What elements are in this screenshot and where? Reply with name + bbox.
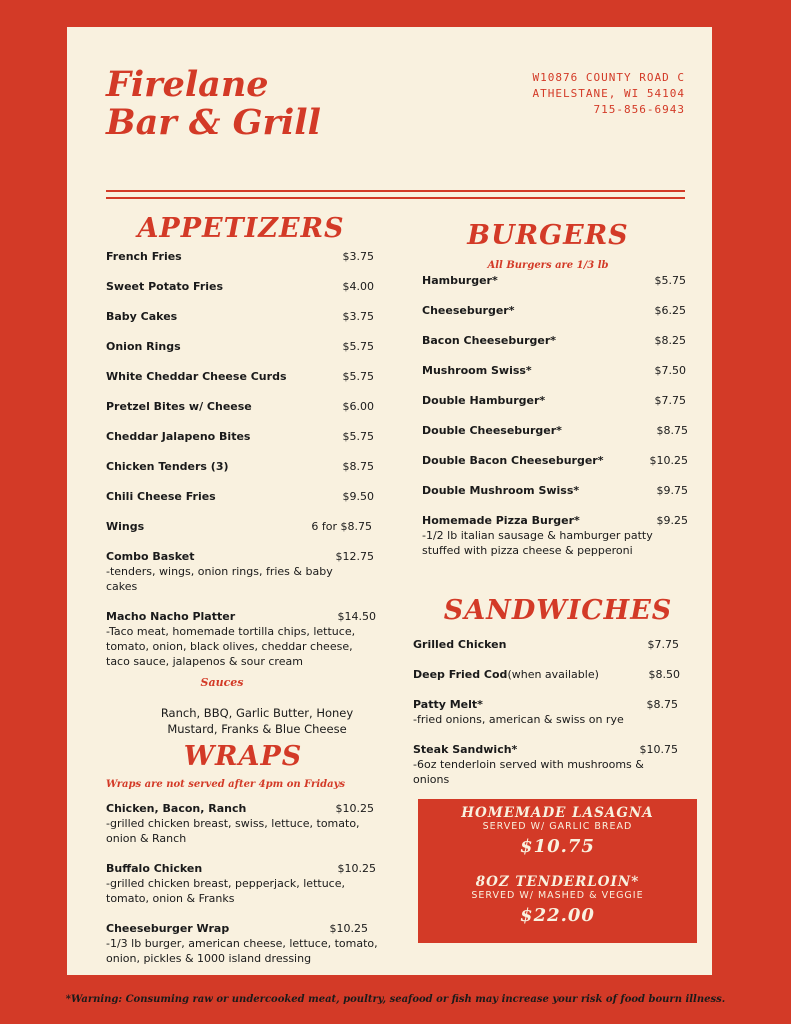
- menu-item-grilled-chicken: [413, 637, 679, 652]
- item-price: $14.50: [337, 610, 376, 623]
- menu-item-macho-nacho: [106, 609, 376, 669]
- item-name: Homemade Pizza Burger*: [422, 514, 580, 527]
- item-price: $10.25: [335, 802, 374, 815]
- item-price: $3.75: [342, 250, 374, 263]
- item-price: $10.25: [649, 454, 688, 467]
- sauces-list: [106, 705, 408, 737]
- item-name: Wings: [106, 520, 145, 533]
- item-name: Cheeseburger Wrap: [106, 922, 230, 935]
- item-name: Cheddar Jalapeno Bites: [106, 430, 251, 443]
- item-price: $8.75: [342, 460, 374, 473]
- item-price: $5.75: [342, 430, 374, 443]
- phone-number: 715-856-6943: [593, 103, 685, 116]
- item-name: Chicken Tenders (3): [106, 460, 229, 473]
- item-name: French Fries: [106, 250, 182, 263]
- wraps-heading: WRAPS: [183, 741, 303, 772]
- item-description: -fried onions, american & swiss on rye: [413, 713, 624, 726]
- menu-item-double-bacon-cheeseburger: [422, 453, 688, 468]
- item-name: Double Bacon Cheeseburger*: [422, 454, 604, 467]
- item-name: Chili Cheese Fries: [106, 490, 216, 503]
- item-price: $8.75: [656, 424, 688, 437]
- menu-item-chicken-bacon-ranch: [106, 801, 374, 846]
- burgers-note: All Burgers are 1/3 lb: [487, 260, 609, 271]
- menu-item-double-cheeseburger: [422, 423, 688, 438]
- item-price: $9.50: [342, 490, 374, 503]
- restaurant-name: [106, 66, 321, 142]
- address-line1: W10876 COUNTY ROAD C: [532, 71, 685, 84]
- item-availability-note: (when available): [507, 668, 599, 681]
- burgers-heading: BURGERS: [467, 220, 629, 251]
- item-price: $9.25: [656, 514, 688, 527]
- menu-item-deep-fried-cod: [413, 667, 680, 682]
- item-name: Double Cheeseburger*: [422, 424, 562, 437]
- menu-item-buffalo-chicken: [106, 861, 376, 906]
- item-description: -1/3 lb burger, american cheese, lettuce, tomato, onion, pickles & 1000 island dressing: [106, 937, 378, 965]
- divider-rule-bottom: [106, 197, 685, 199]
- item-price: $3.75: [342, 310, 374, 323]
- item-name: Baby Cakes: [106, 310, 178, 323]
- item-price: $12.75: [335, 550, 374, 563]
- item-price: $5.75: [654, 274, 686, 287]
- special-price: $22.00: [520, 905, 595, 926]
- item-name: Sweet Potato Fries: [106, 280, 224, 293]
- divider-rule-top: [106, 190, 685, 192]
- item-name: Combo Basket: [106, 550, 195, 563]
- item-name: Chicken, Bacon, Ranch: [106, 802, 247, 815]
- menu-item-mushroom-swiss: [422, 363, 686, 378]
- sauces-line1: Ranch, BBQ, Garlic Butter, Honey: [160, 706, 354, 720]
- item-price: $7.75: [647, 638, 679, 651]
- special-subtitle: SERVED W/ GARLIC BREAD: [482, 821, 633, 832]
- specials-box: [418, 799, 697, 943]
- wraps-note: Wraps are not served after 4pm on Fridays: [106, 779, 346, 790]
- item-price: $6.25: [654, 304, 686, 317]
- item-name: Double Mushroom Swiss*: [422, 484, 580, 497]
- item-description: -Taco meat, homemade tortilla chips, lettuce, tomato, onion, black olives, cheddar cheese, taco sauce, jalapenos & sour cream: [106, 625, 356, 668]
- menu-item-cheeseburger-wrap: [106, 921, 378, 966]
- menu-item-steak-sandwich: [413, 742, 678, 787]
- item-name: Bacon Cheeseburger*: [422, 334, 557, 347]
- item-name: Onion Rings: [106, 340, 181, 353]
- item-price: $6.00: [342, 400, 374, 413]
- item-name: Mushroom Swiss*: [422, 364, 532, 377]
- sauces-heading: Sauces: [200, 676, 244, 689]
- special-price: $10.75: [520, 836, 595, 857]
- item-price: $5.75: [342, 370, 374, 383]
- item-description: -grilled chicken breast, swiss, lettuce, tomato, onion & Ranch: [106, 817, 360, 845]
- menu-item-bacon-cheeseburger: [422, 333, 686, 348]
- special-lasagna: [418, 799, 697, 857]
- item-price: $7.75: [654, 394, 686, 407]
- address-line2: ATHELSTANE, WI 54104: [532, 87, 685, 100]
- menu-item-cheese-curds: [106, 369, 374, 384]
- food-safety-warning: *Warning: Consuming raw or undercooked meat, poultry, seafood or fish may increase your risk of food bourn illness.: [65, 994, 726, 1005]
- item-price: $8.25: [654, 334, 686, 347]
- item-name: Hamburger*: [422, 274, 498, 287]
- special-title: 8OZ TENDERLOIN*: [475, 874, 640, 890]
- item-name: Grilled Chicken: [413, 638, 507, 651]
- item-name: Macho Nacho Platter: [106, 610, 236, 623]
- sauces-line2: Mustard, Franks & Blue Cheese: [167, 722, 347, 736]
- menu-item-double-mushroom-swiss: [422, 483, 688, 498]
- menu-item-baby-cakes: [106, 309, 374, 324]
- menu-item-jalapeno-bites: [106, 429, 374, 444]
- menu-item-combo-basket: [106, 549, 374, 594]
- item-name: Double Hamburger*: [422, 394, 546, 407]
- item-price: 6 for $8.75: [311, 520, 372, 533]
- restaurant-name-line2: Bar & Grill: [106, 102, 321, 143]
- item-name: Deep Fried Cod: [413, 668, 508, 681]
- item-description: -grilled chicken breast, pepperjack, lettuce, tomato, onion & Franks: [106, 877, 345, 905]
- item-price: $8.75: [646, 698, 678, 711]
- item-price: $7.50: [654, 364, 686, 377]
- sandwiches-heading: SANDWICHES: [443, 595, 673, 626]
- item-price: $10.25: [337, 862, 376, 875]
- special-subtitle: SERVED W/ MASHED & VEGGIE: [471, 890, 644, 901]
- item-name: Pretzel Bites w/ Cheese: [106, 400, 252, 413]
- menu-item-sweet-potato-fries: [106, 279, 374, 294]
- menu-item-pizza-burger: [422, 513, 688, 558]
- appetizers-heading: APPETIZERS: [137, 213, 345, 244]
- item-name: Steak Sandwich*: [413, 743, 518, 756]
- item-price: $8.50: [648, 668, 680, 681]
- menu-item-double-hamburger: [422, 393, 686, 408]
- menu-item-cheeseburger: [422, 303, 686, 318]
- item-price: $10.75: [639, 743, 678, 756]
- menu-item-french-fries: [106, 249, 374, 264]
- item-price: $10.25: [329, 922, 368, 935]
- item-name: White Cheddar Cheese Curds: [106, 370, 287, 383]
- item-name: Buffalo Chicken: [106, 862, 203, 875]
- menu-item-hamburger: [422, 273, 686, 288]
- item-name: Cheeseburger*: [422, 304, 515, 317]
- menu-item-chili-cheese-fries: [106, 489, 374, 504]
- menu-item-pretzel-bites: [106, 399, 374, 414]
- item-name: Patty Melt*: [413, 698, 483, 711]
- item-description: -6oz tenderloin served with mushrooms & onions: [413, 758, 644, 786]
- special-title: HOMEMADE LASAGNA: [461, 805, 654, 821]
- restaurant-name-line1: Firelane: [106, 64, 269, 105]
- menu-item-onion-rings: [106, 339, 374, 354]
- item-description: -tenders, wings, onion rings, fries & baby cakes: [106, 565, 333, 593]
- item-price: $4.00: [342, 280, 374, 293]
- restaurant-contact: [533, 70, 685, 118]
- item-description: -1/2 lb italian sausage & hamburger patty stuffed with pizza cheese & pepperoni: [422, 529, 653, 557]
- menu-item-chicken-tenders: [106, 459, 374, 474]
- item-price: $9.75: [656, 484, 688, 497]
- menu-item-wings: [106, 519, 372, 534]
- item-price: $5.75: [342, 340, 374, 353]
- special-tenderloin: [418, 857, 697, 926]
- menu-item-patty-melt: [413, 697, 678, 727]
